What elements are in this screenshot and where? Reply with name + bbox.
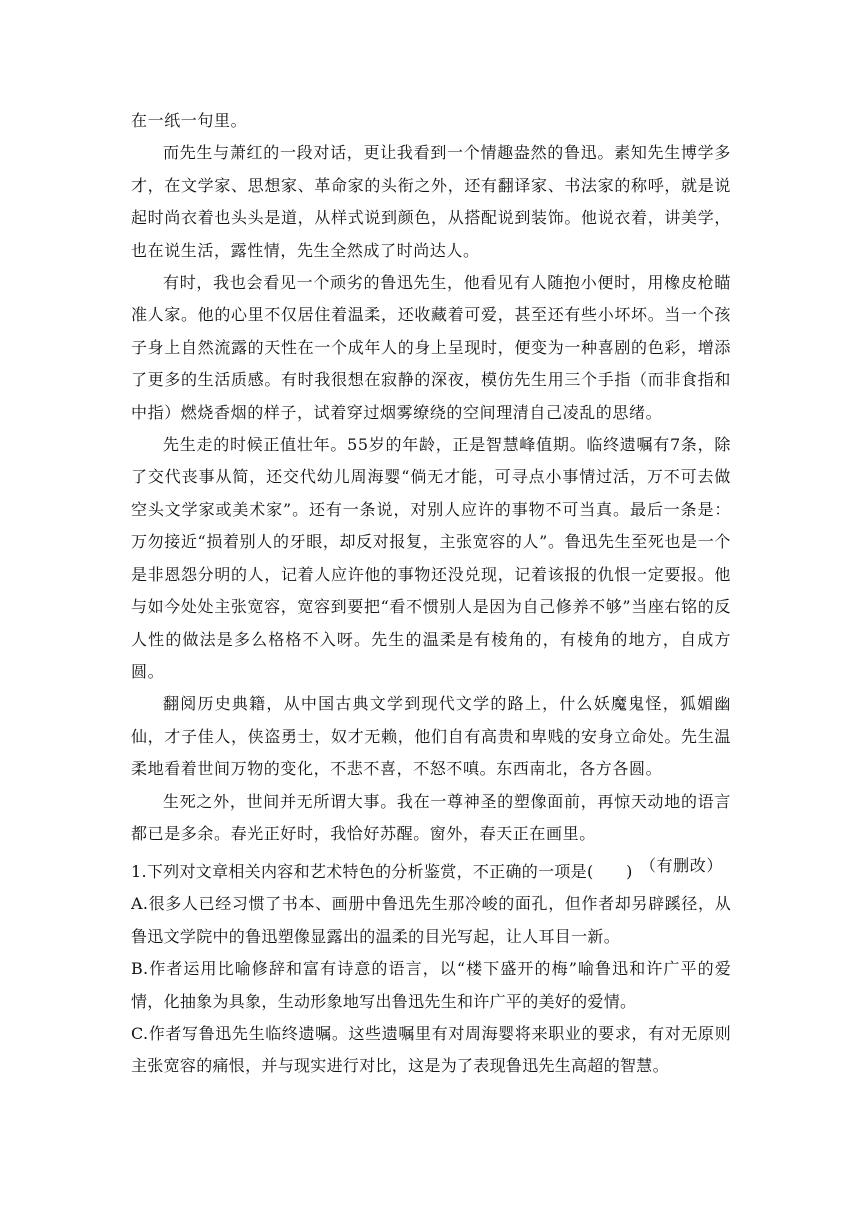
article-paragraph-2: 而先生与萧红的一段对话，更让我看到一个情趣盎然的鲁迅。素知先生博学多才，在文学家、思想家、革命家的头衔之外，还有翻译家、书法家的称呼，就是说起时尚衣着也头头是道，从样式说到颜色，从搭配说到装饰。他说衣着，讲美学，也在说生活，露性情，先生全然成了时尚达人。 (131, 143, 731, 260)
article-body (131, 105, 731, 883)
option-a: A.很多人已经习惯了书本、画册中鲁迅先生那冷峻的面孔，但作者却另辟蹊径，从鲁迅文学院中的鲁迅塑像显露出的温柔的目光写起，让人耳目一新。 (131, 894, 731, 946)
article-paragraph-5: 翻阅历史典籍，从中国古典文学到现代文学的路上，什么妖魔鬼怪，狐媚幽仙，才子佳人，侠盗勇士，奴才无赖，他们自有高贵和卑贱的安身立命处。先生温柔地看着世间万物的变化，不悲不喜，不怒不嗔。东西南北，各方各圆。 (131, 694, 731, 779)
question-stem: 1.下列对文章相关内容和艺术特色的分析鉴赏，不正确的一项是( ) (131, 862, 633, 881)
question-section (131, 856, 731, 1083)
article-paragraph-6: 生死之外，世间并无所谓大事。我在一尊神圣的塑像面前，再惊天动地的语言都已是多余。春光正好时，我恰好苏醒。窗外，春天正在画里。 (131, 791, 731, 843)
article-paragraph-1: 在一纸一句里。 (131, 111, 248, 130)
option-b: B.作者运用比喻修辞和富有诗意的语言，以“楼下盛开的梅”喻鲁迅和许广平的爱情，化抽象为具象，生动形象地写出鲁迅先生和许广平的美好的爱情。 (131, 959, 731, 1011)
article-paragraph-4: 先生走的时候正值壮年。55岁的年龄，正是智慧峰值期。临终遗嘱有7条，除了交代丧事从简，还交代幼儿周海婴“倘无才能，可寻点小事情过活，万不可去做空头文学家或美术家”。还有一条说，对别人应许的事物不可当真。最后一条是：万勿接近“损着别人的牙眼，却反对报复，主张宽容的人”。鲁迅先生至死也是一个是非恩怨分明的人，记着人应许他的事物还没兑现，记着该报的仇恨一定要报。他与如今处处主张宽容，宽容到要把“看不惯别人是因为自己修养不够”当座右铭的反人性的做法是多么格格不入呀。先生的温柔是有棱角的，有棱角的地方，自成方圆。 (131, 435, 731, 681)
source-note: （有删改） (639, 856, 723, 876)
option-c: C.作者写鲁迅先生临终遗嘱。这些遗嘱里有对周海婴将来职业的要求，有对无原则主张宽容的痛恨，并与现实进行对比，这是为了表现鲁迅先生高超的智慧。 (131, 1024, 731, 1076)
article-paragraph-3: 有时，我也会看见一个顽劣的鲁迅先生，他看见有人随抱小便时，用橡皮枪瞄准人家。他的心里不仅居住着温柔，还收藏着可爱，甚至还有些小坏坏。当一个孩子身上自然流露的天性在一个成年人的身上呈现时，便变为一种喜剧的色彩，增添了更多的生活质感。有时我很想在寂静的深夜，模仿先生用三个手指（而非食指和中指）燃烧香烟的样子，试着穿过烟雾缭绕的空间理清自己凌乱的思绪。 (131, 273, 731, 422)
